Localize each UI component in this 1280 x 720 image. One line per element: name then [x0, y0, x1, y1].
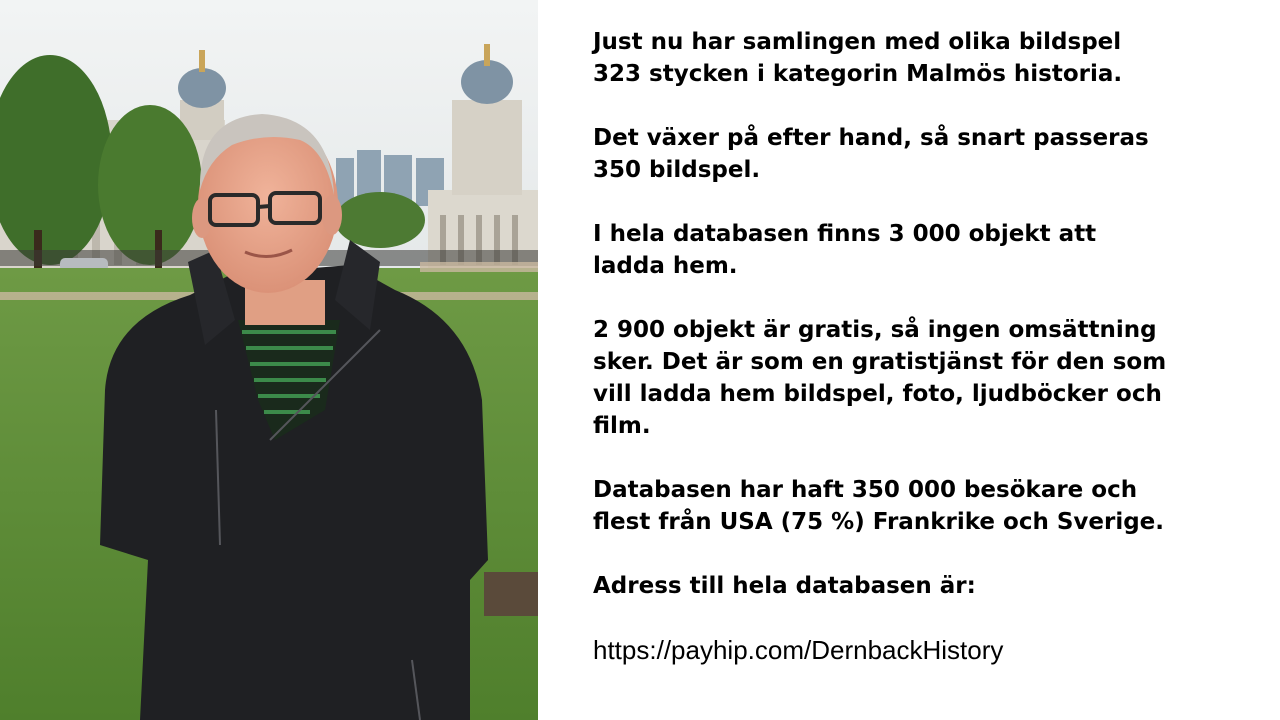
text-line: film.	[593, 413, 651, 439]
database-url-link[interactable]: https://payhip.com/DernbackHistory	[593, 635, 1004, 665]
text-line: ladda hem.	[593, 253, 738, 279]
text-line: 2 900 objekt är gratis, så ingen omsättning	[593, 317, 1157, 343]
text-line: 350 bildspel.	[593, 157, 761, 183]
paragraph-address-heading	[593, 570, 1253, 602]
text-line: sker. Det är som en gratistjänst för den som	[593, 349, 1167, 375]
paragraph-collection-count	[593, 26, 1253, 90]
text-line: flest från USA (75 %) Frankrike och Sverige.	[593, 509, 1165, 535]
info-text-panel	[593, 26, 1253, 666]
paragraph-database-size	[593, 218, 1253, 282]
text-line: Databasen har haft 350 000 besökare och	[593, 477, 1138, 503]
paragraph-visitors	[593, 474, 1253, 538]
text-line: Det växer på efter hand, så snart passeras	[593, 125, 1149, 151]
text-line: 323 stycken i kategorin Malmös historia.	[593, 61, 1123, 87]
text-line: I hela databasen finns 3 000 objekt att	[593, 221, 1097, 247]
paragraph-growth	[593, 122, 1253, 186]
portrait-photo	[0, 0, 538, 720]
text-line: Just nu har samlingen med olika bildspel	[593, 29, 1122, 55]
text-line: vill ladda hem bildspel, foto, ljudböcker och	[593, 381, 1162, 407]
text-line: Adress till hela databasen är:	[593, 573, 976, 599]
paragraph-free-objects	[593, 314, 1253, 442]
